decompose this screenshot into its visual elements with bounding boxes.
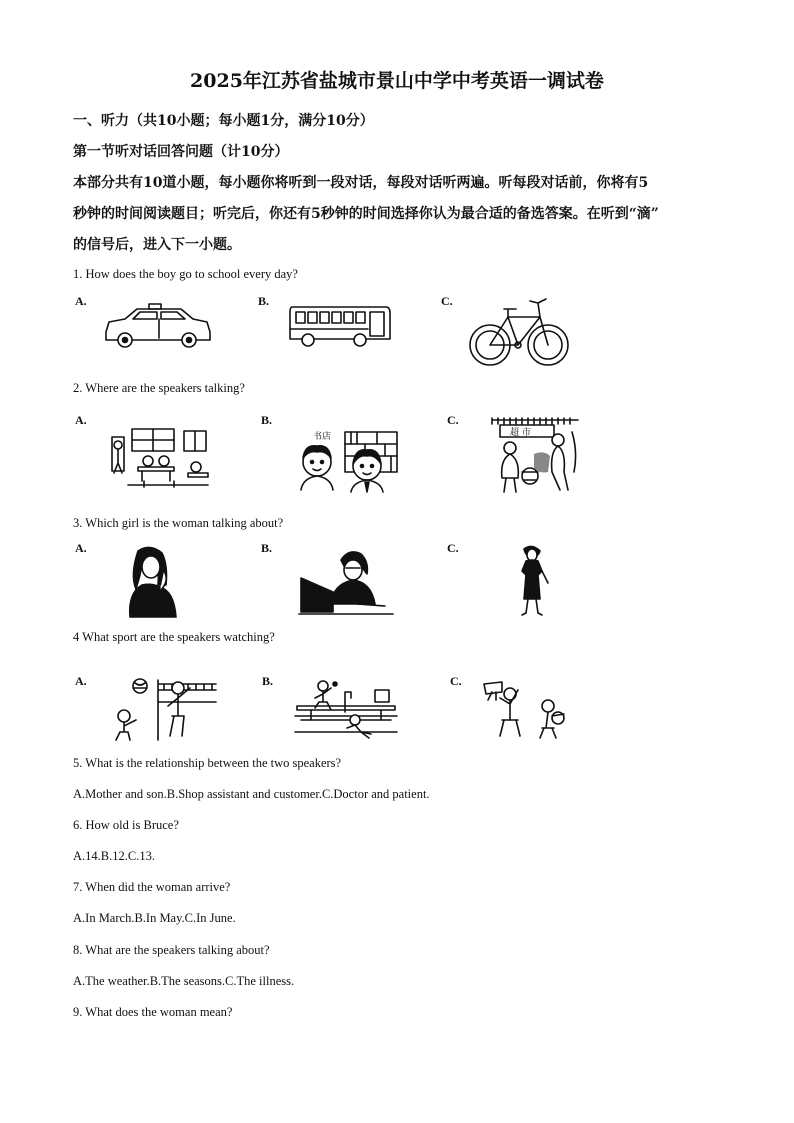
intro-line-3: 的信号后，进入下一小题。 [73, 237, 241, 253]
question-1: 1. How does the boy go to school every day? [73, 267, 298, 281]
q2-option-a: A. [75, 413, 87, 427]
volleyball-icon [106, 676, 216, 742]
section-heading: 一、听力（共10小题；每小题1分，满分10分） [73, 113, 374, 129]
q3-option-a: A. [75, 541, 87, 555]
q2-option-c: C. [447, 413, 459, 427]
girl-at-computer-icon [297, 548, 395, 616]
girl-in-dress-icon [510, 545, 554, 619]
question-7: 7. When did the woman arrive? [73, 880, 231, 894]
supermarket-icon [488, 412, 584, 496]
bus-icon [288, 303, 392, 349]
girl-long-hair-icon [120, 545, 182, 617]
svg-text:超 市: 超 市 [510, 428, 531, 438]
question-3: 3. Which girl is the woman talking about? [73, 516, 284, 530]
answer-line-5: A.Mother and son.B.Shop assistant and customer.C.Doctor and patient. [73, 787, 430, 801]
question-6: 6. How old is Bruce? [73, 818, 179, 832]
q3-option-c: C. [447, 541, 459, 555]
question-9: 9. What does the woman mean? [73, 1005, 233, 1019]
intro-line-2: 秒钟的时间阅读题目；听完后，你还有5秒钟的时间选择你认为最合适的备选答案。在听到“滴” [73, 206, 659, 222]
svg-text:书店: 书店 [313, 432, 332, 442]
question-5: 5. What is the relationship between the two speakers? [73, 756, 342, 770]
taxi-icon [103, 302, 213, 350]
classroom-icon [104, 423, 214, 489]
part-heading: 第一节听对话回答问题（计10分） [73, 144, 289, 160]
answer-line-8: A.The weather.B.The seasons.C.The illness. [73, 974, 295, 988]
bookstore-icon [295, 430, 399, 492]
q2-option-b: B. [261, 413, 273, 427]
question-4: 4 What sport are the speakers watching? [73, 630, 275, 644]
q4-option-b: B. [262, 674, 274, 688]
bicycle-icon [468, 295, 572, 369]
q1-option-c: C. [441, 294, 453, 308]
answer-line-6: A.14.B.12.C.13. [73, 849, 155, 863]
table-tennis-icon [291, 676, 403, 740]
question-8: 8. What are the speakers talking about? [73, 943, 270, 957]
q3-option-b: B. [261, 541, 273, 555]
q1-option-b: B. [258, 294, 270, 308]
basketball-icon [482, 676, 582, 742]
answer-line-7: A.In March.B.In May.C.In June. [73, 911, 236, 925]
q4-option-c: C. [450, 674, 462, 688]
intro-line-1: 本部分共有10道小题，每小题你将听到一段对话，每段对话听两遍。听每段对话前，你将有5 [73, 175, 649, 191]
page-title: 2025年江苏省盐城市景山中学中考英语一调试卷 [190, 70, 604, 92]
q4-option-a: A. [75, 674, 87, 688]
q1-option-a: A. [75, 294, 87, 308]
question-2: 2. Where are the speakers talking? [73, 381, 245, 395]
